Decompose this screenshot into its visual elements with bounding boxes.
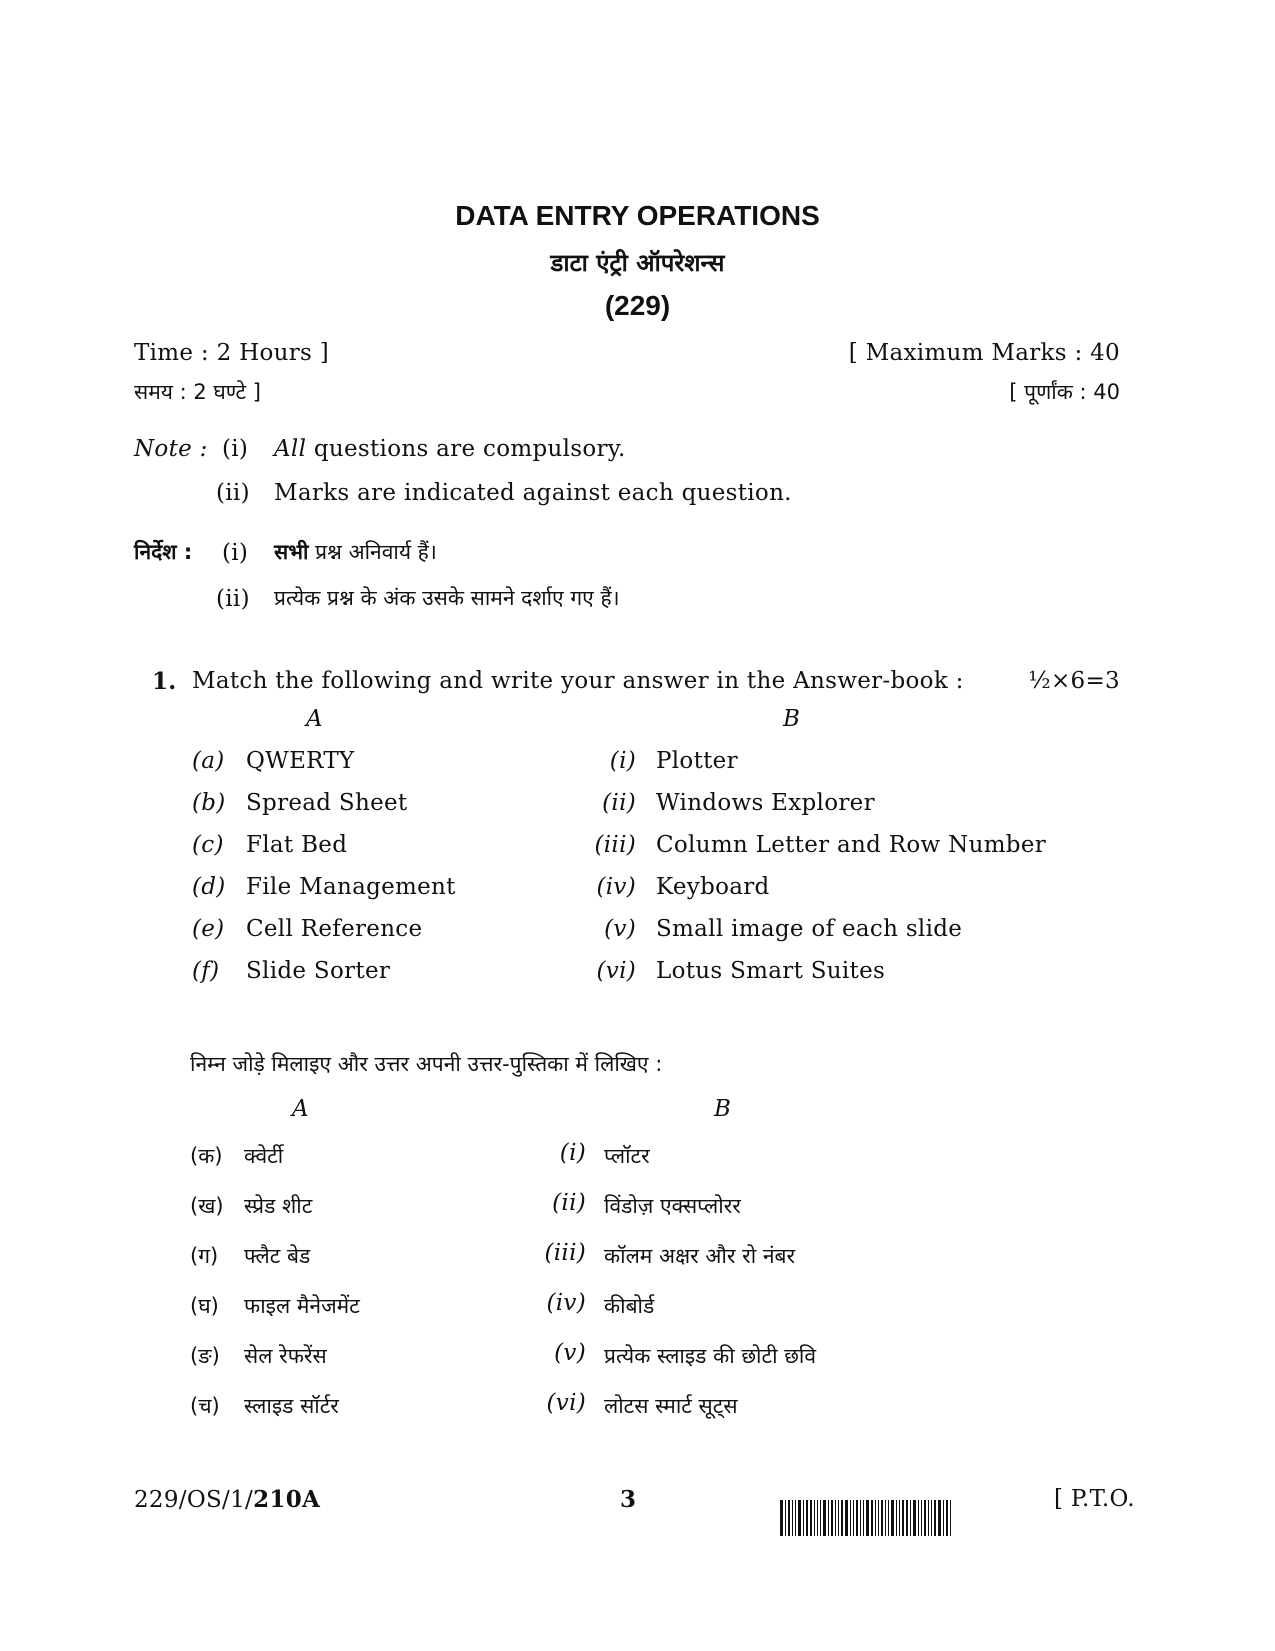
- match-hi-row-a-label: (ग): [190, 1244, 219, 1268]
- barcode-bar: [878, 1500, 879, 1536]
- pto-label: [ P.T.O.: [1054, 1486, 1135, 1512]
- match-en-row-a-label: (f): [192, 958, 220, 984]
- column-a-header: A: [306, 706, 323, 732]
- barcode-bar: [913, 1500, 916, 1536]
- barcode-bar: [814, 1500, 815, 1536]
- match-en-row-b-text: Small image of each slide: [656, 916, 963, 942]
- barcode-bar: [896, 1500, 897, 1536]
- barcode-bar: [943, 1500, 944, 1536]
- match-hi-row-b-label: (i): [559, 1140, 586, 1166]
- match-hi-row-b-text: लोटस स्मार्ट सूट्स: [604, 1394, 738, 1418]
- note-i-rest: questions are compulsory.: [313, 436, 626, 462]
- match-hi-row-b-label: (ii): [552, 1190, 586, 1216]
- time-hi: समय : 2 घण्टे ]: [134, 380, 262, 404]
- note-ii-text: Marks are indicated against each question.: [274, 480, 792, 506]
- match-en-row-a-text: File Management: [246, 874, 456, 900]
- match-en-row-a-text: Flat Bed: [246, 832, 348, 858]
- barcode-bar: [803, 1500, 804, 1536]
- paper-code-footer: [134, 1486, 320, 1513]
- match-hi-row-a-label: (ङ): [190, 1344, 220, 1368]
- nirdesh-i-bold: सभी: [274, 540, 309, 564]
- paper-code-prefix: 229/OS/1/: [134, 1487, 254, 1513]
- barcode-bar: [891, 1500, 894, 1536]
- paper-title: DATA ENTRY OPERATIONS: [455, 200, 820, 231]
- marks-en: [ Maximum Marks : 40: [848, 340, 1120, 366]
- nirdesh-i-text: [274, 538, 437, 566]
- barcode-bar: [788, 1500, 790, 1536]
- match-hi-row-b-text: प्रत्येक स्लाइड की छोटी छवि: [604, 1344, 817, 1368]
- page-number: 3: [620, 1486, 637, 1513]
- barcode-bar: [820, 1500, 821, 1536]
- match-en-row-a-label: (b): [192, 790, 226, 816]
- barcode-bar: [885, 1500, 886, 1536]
- match-hi-row-b-text: प्लॉटर: [604, 1144, 650, 1168]
- question-marks: ½×6=3: [1028, 668, 1120, 694]
- match-hi-row-b-label: (iv): [546, 1290, 586, 1316]
- barcode-bar: [828, 1500, 829, 1536]
- barcode-bar: [860, 1500, 861, 1536]
- note-i-number: (i): [222, 436, 249, 462]
- note-i-emphasis: All: [274, 436, 307, 462]
- column-b-header: B: [783, 706, 801, 732]
- barcode-bar: [934, 1500, 936, 1536]
- match-hi-row-a-label: (घ): [190, 1294, 219, 1318]
- match-hi-row-b-text: कॉलम अक्षर और रो नंबर: [604, 1244, 796, 1268]
- match-en-row-b-label: (iv): [596, 874, 636, 900]
- match-en-row-a-label: (a): [192, 748, 225, 774]
- match-hi-row-a-text: फाइल मैनेजमेंट: [244, 1294, 360, 1318]
- nirdesh-i-number: (i): [222, 540, 249, 566]
- question-number: 1.: [152, 668, 177, 695]
- paper-code-set: 210A: [253, 1486, 321, 1513]
- barcode-bar: [938, 1500, 941, 1536]
- match-en-row-a-text: Cell Reference: [246, 916, 423, 942]
- barcode-bar: [810, 1500, 812, 1536]
- barcode-bar: [853, 1500, 854, 1536]
- barcode-bar: [823, 1500, 826, 1536]
- barcode-bar: [910, 1500, 911, 1536]
- time-en: Time : 2 Hours ]: [134, 340, 330, 366]
- barcode-bar: [918, 1500, 919, 1536]
- paper-title-hindi: डाटा एंट्री ऑपरेशन्स: [550, 249, 725, 277]
- match-en-row-b-text: Plotter: [656, 748, 738, 774]
- match-hi-row-a-label: (ख): [190, 1194, 224, 1218]
- nirdesh-label: निर्देश :: [134, 540, 193, 564]
- match-en-row-b-text: Keyboard: [656, 874, 770, 900]
- barcode-bar: [863, 1500, 864, 1536]
- match-en-row-a-label: (d): [192, 874, 226, 900]
- match-hi-row-a-text: स्लाइड सॉर्टर: [244, 1394, 339, 1418]
- barcode-bar: [871, 1500, 873, 1536]
- barcode-bar: [798, 1500, 801, 1536]
- barcode-bar: [780, 1500, 783, 1536]
- barcode-bar: [888, 1500, 889, 1536]
- note-ii-number: (ii): [216, 480, 250, 506]
- barcode-bar: [906, 1500, 908, 1536]
- match-hi-row-a-label: (क): [190, 1144, 223, 1168]
- match-hi-row-b-label: (iii): [544, 1240, 586, 1266]
- match-hi-row-b-label: (vi): [546, 1390, 586, 1416]
- match-en-row-a-label: (e): [192, 916, 225, 942]
- column-a-header-hindi: A: [292, 1096, 309, 1122]
- match-en-row-b-label: (v): [604, 916, 636, 942]
- barcode-bar: [866, 1500, 869, 1536]
- barcode-bar: [841, 1500, 843, 1536]
- match-hi-row-b-text: कीबोर्ड: [604, 1294, 655, 1318]
- barcode-bar: [838, 1500, 839, 1536]
- barcode-bar: [817, 1500, 818, 1536]
- paper-code: (229): [604, 290, 671, 321]
- barcode-bar: [881, 1500, 883, 1536]
- match-hi-row-a-label: (च): [190, 1394, 220, 1418]
- barcode-bar: [928, 1500, 929, 1536]
- match-hi-row-a-text: फ्लैट बेड: [244, 1244, 311, 1268]
- nirdesh-ii-number: (ii): [216, 586, 250, 612]
- nirdesh-ii-text: प्रत्येक प्रश्न के अंक उसके सामने दर्शाए गए हैं।: [274, 586, 620, 610]
- match-en-row-b-label: (vi): [596, 958, 636, 984]
- barcode-bar: [921, 1500, 922, 1536]
- match-en-row-a-text: Slide Sorter: [246, 958, 391, 984]
- barcode-bar: [931, 1500, 932, 1536]
- match-en-row-b-label: (i): [609, 748, 636, 774]
- barcode-bar: [946, 1500, 948, 1536]
- nirdesh-i-rest: प्रश्न अनिवार्य हैं।: [315, 540, 437, 564]
- match-hi-row-a-text: सेल रेफरेंस: [244, 1344, 327, 1368]
- match-hi-row-a-text: स्प्रेड शीट: [244, 1194, 313, 1218]
- barcode: [780, 1500, 1042, 1536]
- note-label: Note :: [134, 436, 208, 462]
- question-text: Match the following and write your answer in the Answer-book :: [192, 668, 964, 694]
- note-i-text: [274, 436, 626, 462]
- match-en-row-b-text: Column Letter and Row Number: [656, 832, 1047, 858]
- barcode-bar: [831, 1500, 833, 1536]
- barcode-bar: [850, 1500, 851, 1536]
- barcode-bar: [856, 1500, 858, 1536]
- match-hi-row-a-text: क्वेर्टी: [244, 1144, 284, 1168]
- barcode-bar: [899, 1500, 900, 1536]
- barcode-bar: [845, 1500, 848, 1536]
- match-en-row-b-label: (ii): [602, 790, 636, 816]
- barcode-bar: [806, 1500, 808, 1536]
- barcode-bar: [795, 1500, 796, 1536]
- barcode-bar: [950, 1500, 951, 1536]
- barcode-bar: [902, 1500, 904, 1536]
- barcode-bar: [785, 1500, 786, 1536]
- column-b-header-hindi: B: [714, 1096, 732, 1122]
- match-en-row-b-label: (iii): [594, 832, 636, 858]
- match-en-row-b-text: Lotus Smart Suites: [656, 958, 886, 984]
- match-en-row-a-text: QWERTY: [246, 748, 355, 774]
- barcode-bar: [792, 1500, 793, 1536]
- match-en-row-a-text: Spread Sheet: [246, 790, 408, 816]
- barcode-bar: [875, 1500, 876, 1536]
- match-hi-row-b-label: (v): [554, 1340, 586, 1366]
- marks-hi: [ पूर्णांक : 40: [1009, 380, 1120, 404]
- question-text-hindi: निम्न जोड़े मिलाइए और उत्तर अपनी उत्तर-पुस्तिका में लिखिए :: [190, 1052, 663, 1076]
- match-en-row-b-text: Windows Explorer: [656, 790, 875, 816]
- barcode-bar: [924, 1500, 926, 1536]
- match-hi-row-b-text: विंडोज़ एक्सप्लोरर: [604, 1194, 741, 1218]
- match-en-row-a-label: (c): [192, 832, 224, 858]
- barcode-bar: [835, 1500, 836, 1536]
